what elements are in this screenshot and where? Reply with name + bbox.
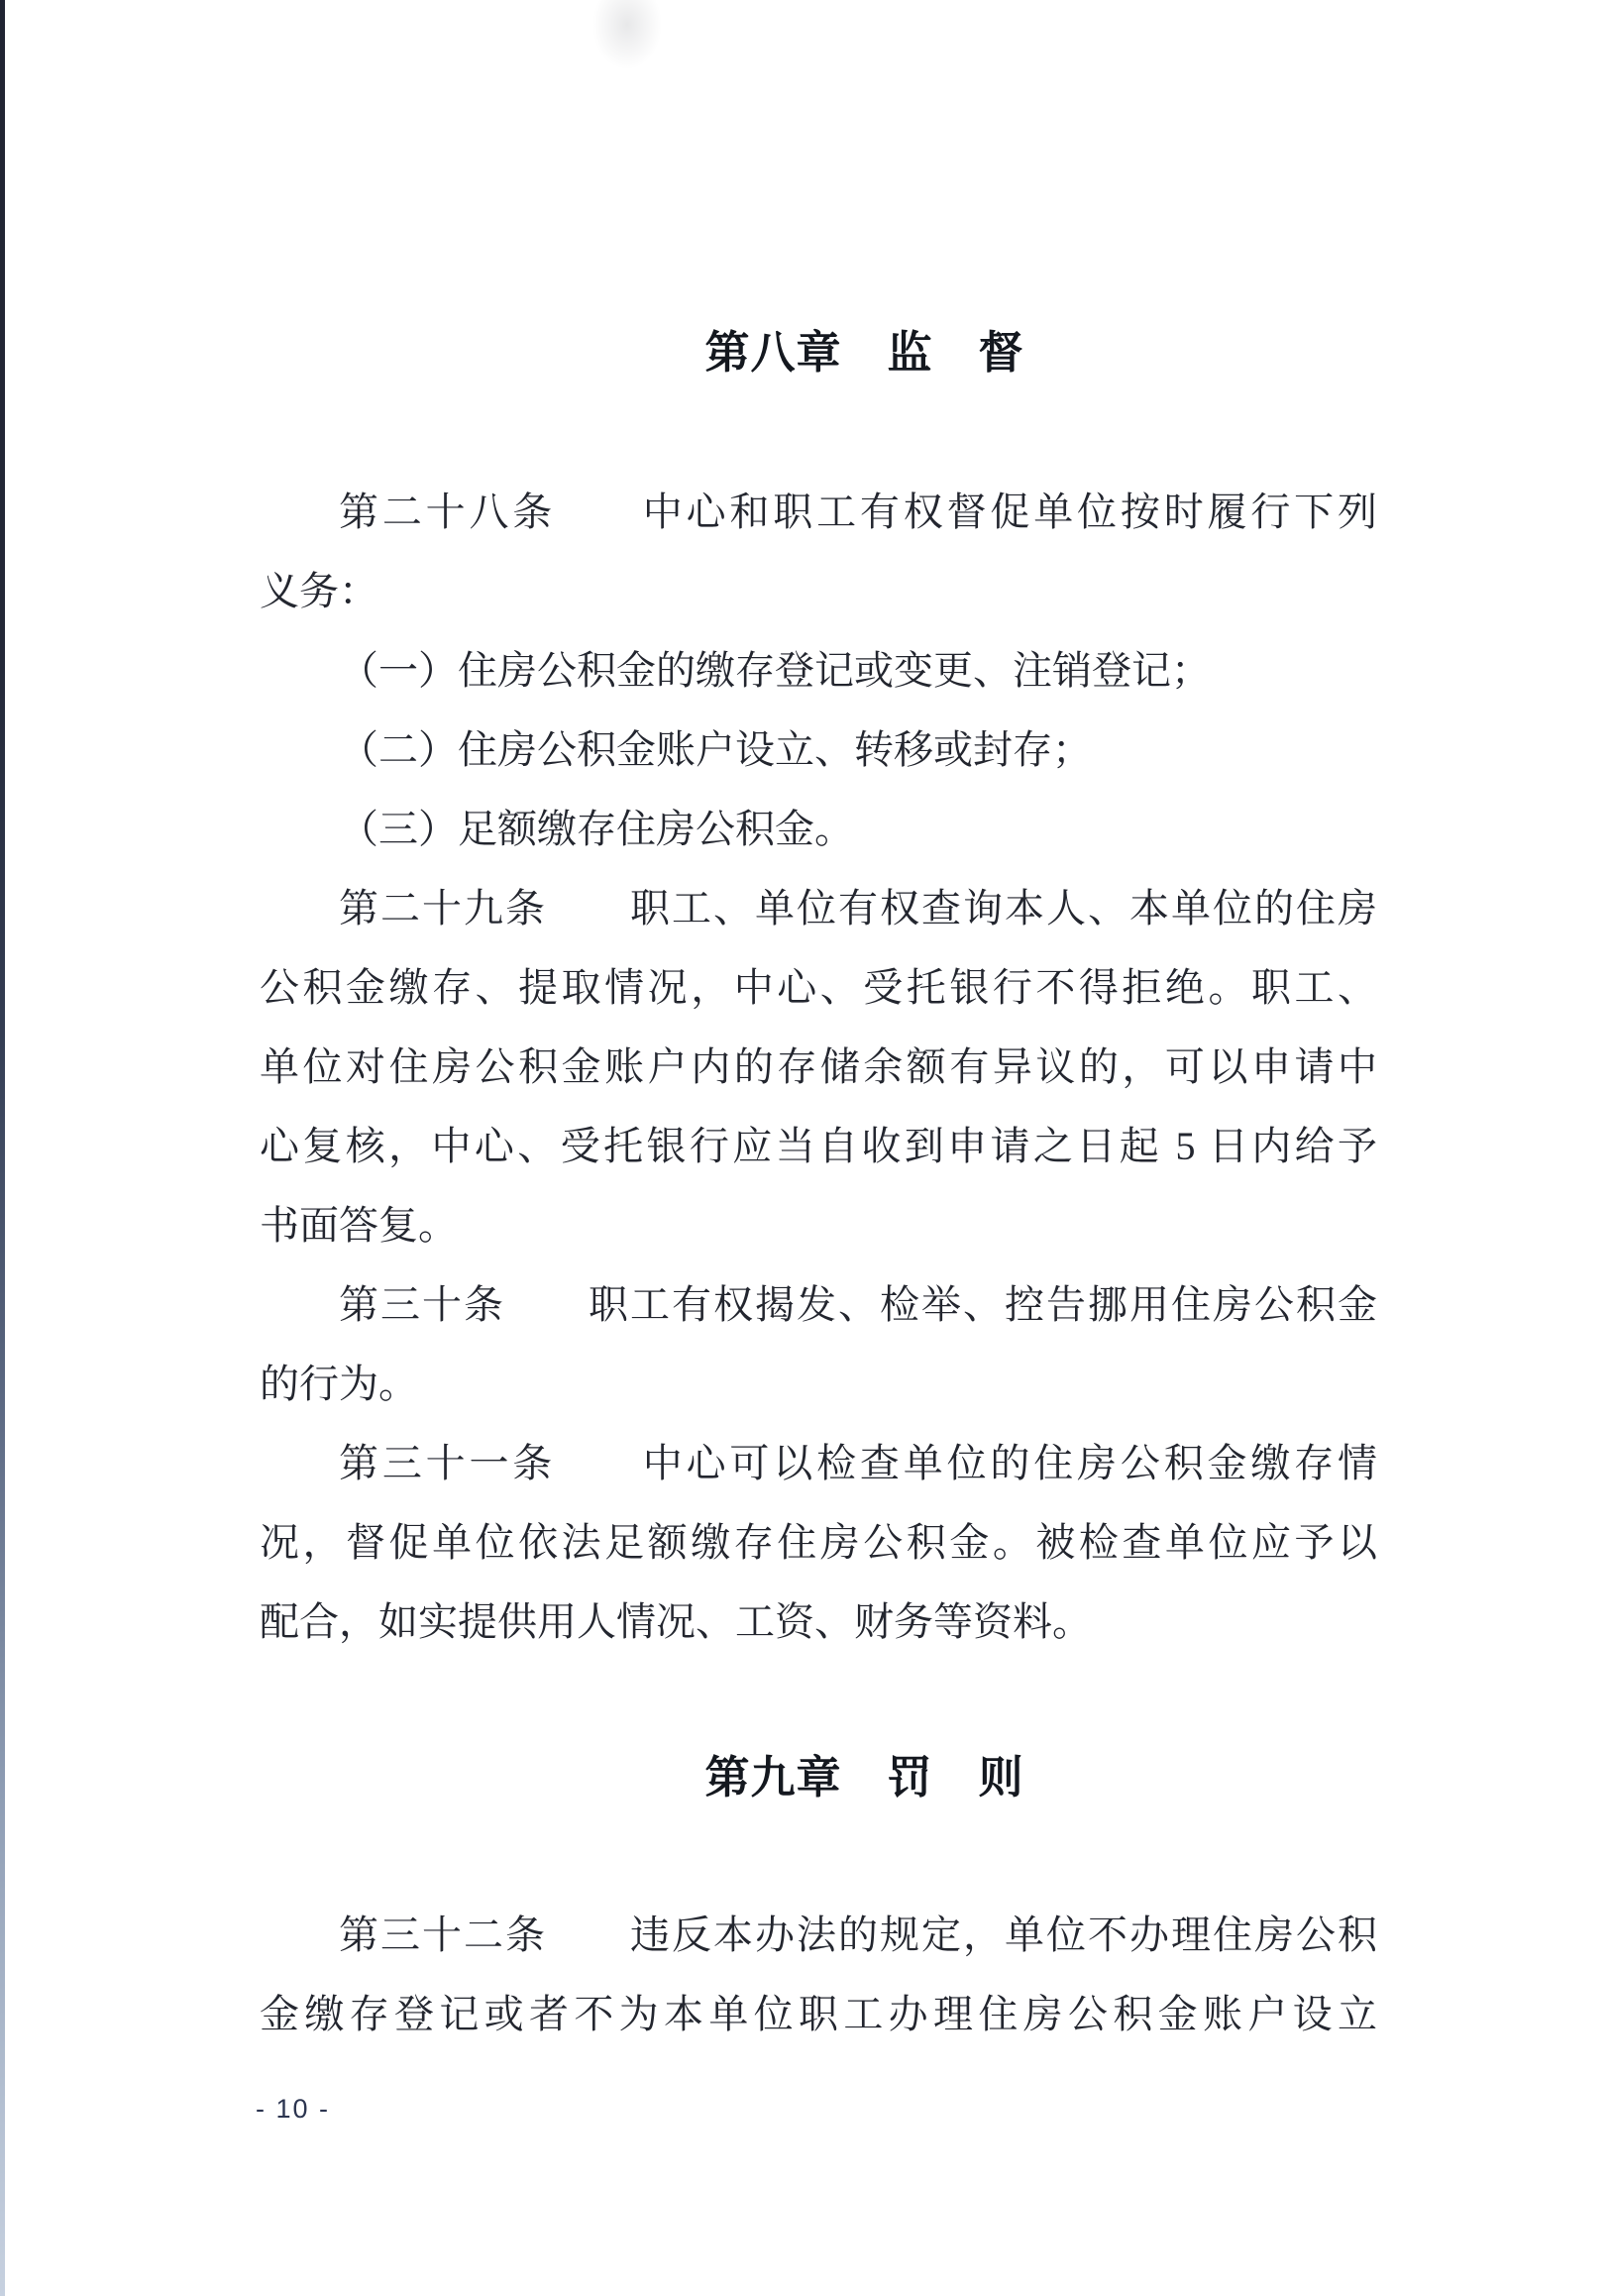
body-line: 公积金缴存、提取情况，中心、受托银行不得拒绝。职工、 bbox=[260, 965, 1377, 1010]
body-line: 心复核，中心、受托银行应当自收到申请之日起 5 日内给予 bbox=[260, 1124, 1377, 1168]
body-line: 义务： bbox=[260, 569, 378, 613]
chapter-9-heading: 第九章 罚 则 bbox=[704, 1752, 1024, 1803]
body-line: 书面答复。 bbox=[260, 1203, 458, 1248]
body-line: 第三十二条 违反本办法的规定，单位不办理住房公积 bbox=[339, 1913, 1377, 1957]
body-line: 配合，如实提供用人情况、工资、财务等资料。 bbox=[260, 1599, 1092, 1644]
body-line: 的行为。 bbox=[260, 1362, 418, 1406]
body-line: （三）足额缴存住房公积金。 bbox=[339, 807, 854, 851]
body-line: 单位对住房公积金账户内的存储余额有异议的，可以申请中 bbox=[260, 1044, 1377, 1089]
body-line: 金缴存登记或者不为本单位职工办理住房公积金账户设立 bbox=[260, 1992, 1377, 2036]
body-line: （二）住房公积金账户设立、转移或封存； bbox=[339, 727, 1092, 772]
body-line: 第二十九条 职工、单位有权查询本人、本单位的住房 bbox=[339, 886, 1377, 930]
page-number: - 10 - bbox=[256, 2094, 331, 2124]
body-line: （一）住房公积金的缴存登记或变更、注销登记； bbox=[339, 648, 1211, 693]
body-line: 第三十一条 中心可以检查单位的住房公积金缴存情 bbox=[339, 1441, 1377, 1485]
scan-smudge-artifact bbox=[592, 0, 662, 69]
chapter-8-heading: 第八章 监 督 bbox=[704, 327, 1024, 378]
body-line: 第二十八条 中心和职工有权督促单位按时履行下列 bbox=[339, 490, 1377, 534]
body-line: 第三十条 职工有权揭发、检举、控告挪用住房公积金 bbox=[339, 1282, 1377, 1327]
body-line: 况，督促单位依法足额缴存住房公积金。被检查单位应予以 bbox=[260, 1520, 1377, 1565]
